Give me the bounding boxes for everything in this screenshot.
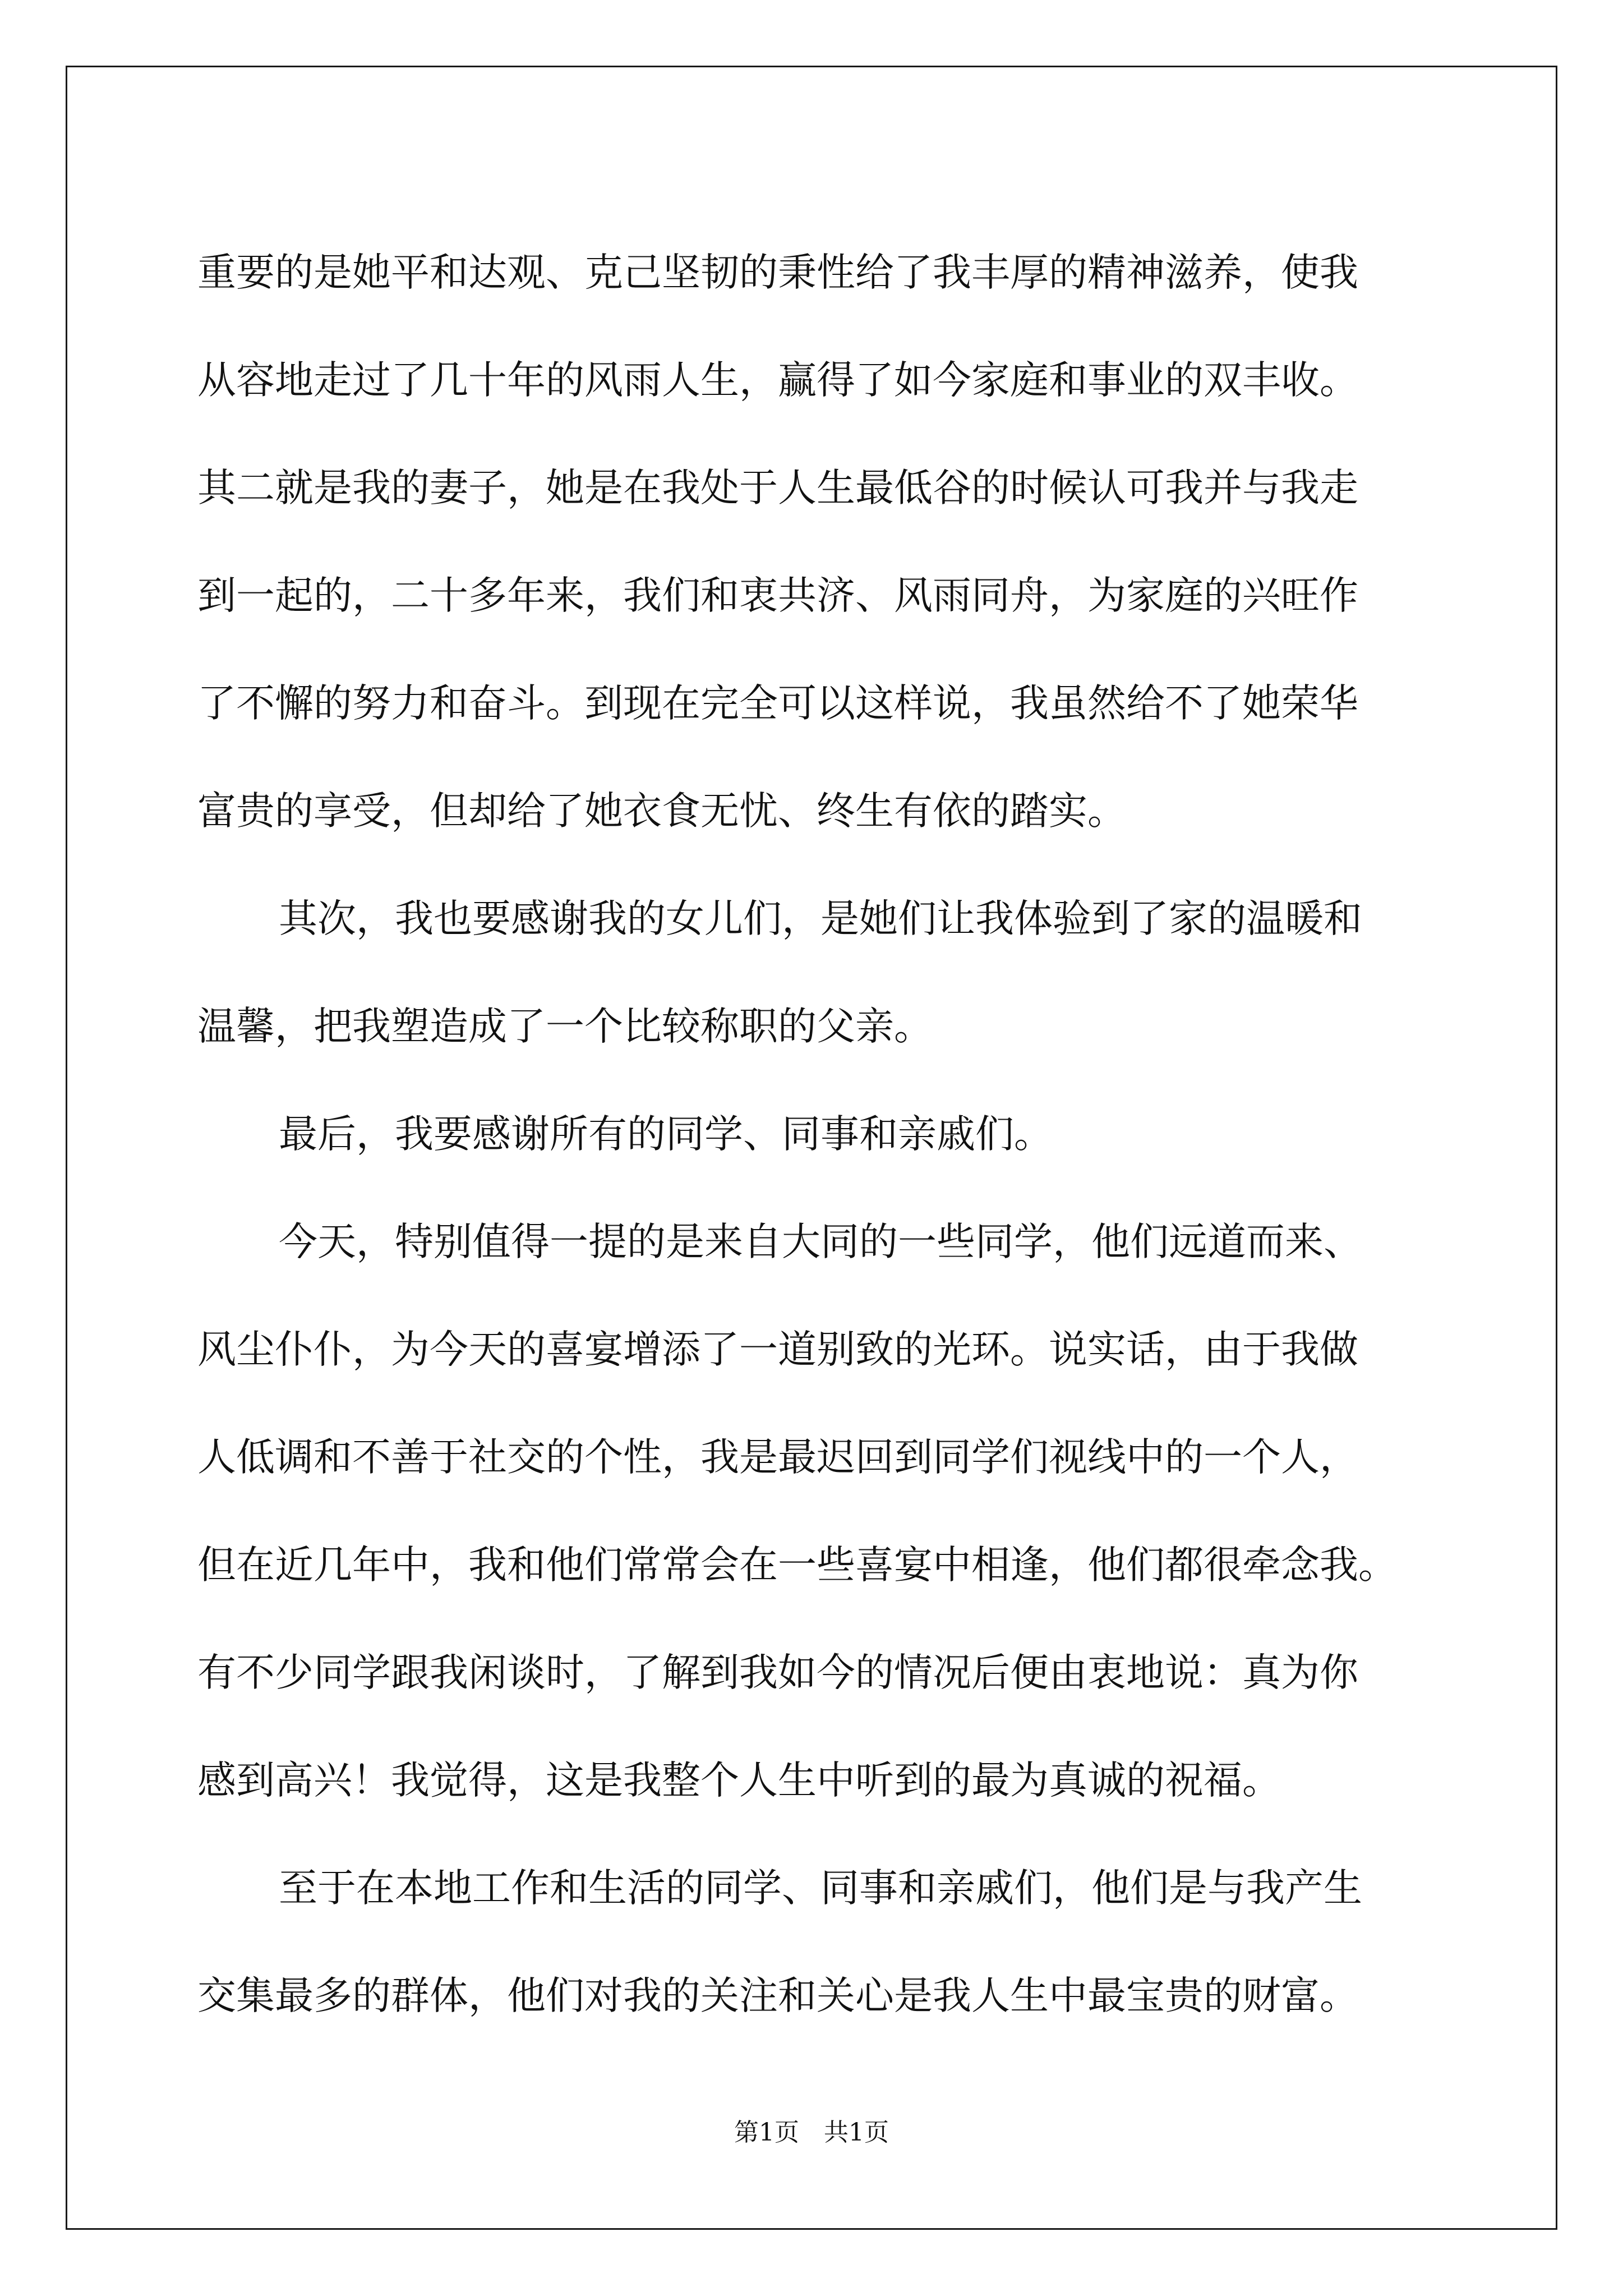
text-line: 温馨，把我塑造成了一个比较称职的父亲。 [197, 1004, 933, 1049]
document-body [197, 219, 1487, 2050]
text-line: 了不懈的努力和奋斗。到现在完全可以这样说，我虽然给不了她荣华 [197, 681, 1358, 726]
paragraph-first-line: 其次，我也要感谢我的女儿们，是她们让我体验到了家的温暖和 [279, 896, 1362, 941]
text-line: 但在近几年中，我和他们常常会在一些喜宴中相逢，他们都很牵念我。 [197, 1543, 1397, 1588]
page-footer [0, 2116, 1623, 2150]
text-line: 有不少同学跟我闲谈时，了解到我如今的情况后便由衷地说：真为你 [197, 1650, 1358, 1695]
text-line: 其二就是我的妻子，她是在我处于人生最低谷的时候认可我并与我走 [197, 466, 1358, 510]
page-total: 共1页 [824, 2118, 889, 2147]
text-line: 风尘仆仆，为今天的喜宴增添了一道别致的光环。说实话，由于我做 [197, 1327, 1358, 1372]
text-line: 富贵的享受，但却给了她衣食无忧、终生有依的踏实。 [197, 789, 1126, 834]
paragraph-first-line: 最后，我要感谢所有的同学、同事和亲戚们。 [279, 1112, 1053, 1157]
page-number: 第1页 [734, 2118, 799, 2147]
paragraph-first-line: 至于在本地工作和生活的同学、同事和亲戚们，他们是与我产生 [279, 1866, 1362, 1911]
text-line: 感到高兴！我觉得，这是我整个人生中听到的最为真诚的祝福。 [197, 1758, 1281, 1803]
paragraph-first-line: 今天，特别值得一提的是来自大同的一些同学，他们远道而来、 [279, 1220, 1362, 1264]
text-line: 人低调和不善于社交的个性，我是最迟回到同学们视线中的一个人， [197, 1435, 1358, 1480]
text-line: 到一起的，二十多年来，我们和衷共济、风雨同舟，为家庭的兴旺作 [197, 573, 1358, 618]
text-line: 重要的是她平和达观、克己坚韧的秉性给了我丰厚的精神滋养，使我 [197, 250, 1358, 295]
text-line: 交集最多的群体，他们对我的关注和关心是我人生中最宝贵的财富。 [197, 1973, 1358, 2018]
text-line: 从容地走过了几十年的风雨人生，赢得了如今家庭和事业的双丰收。 [197, 358, 1358, 403]
